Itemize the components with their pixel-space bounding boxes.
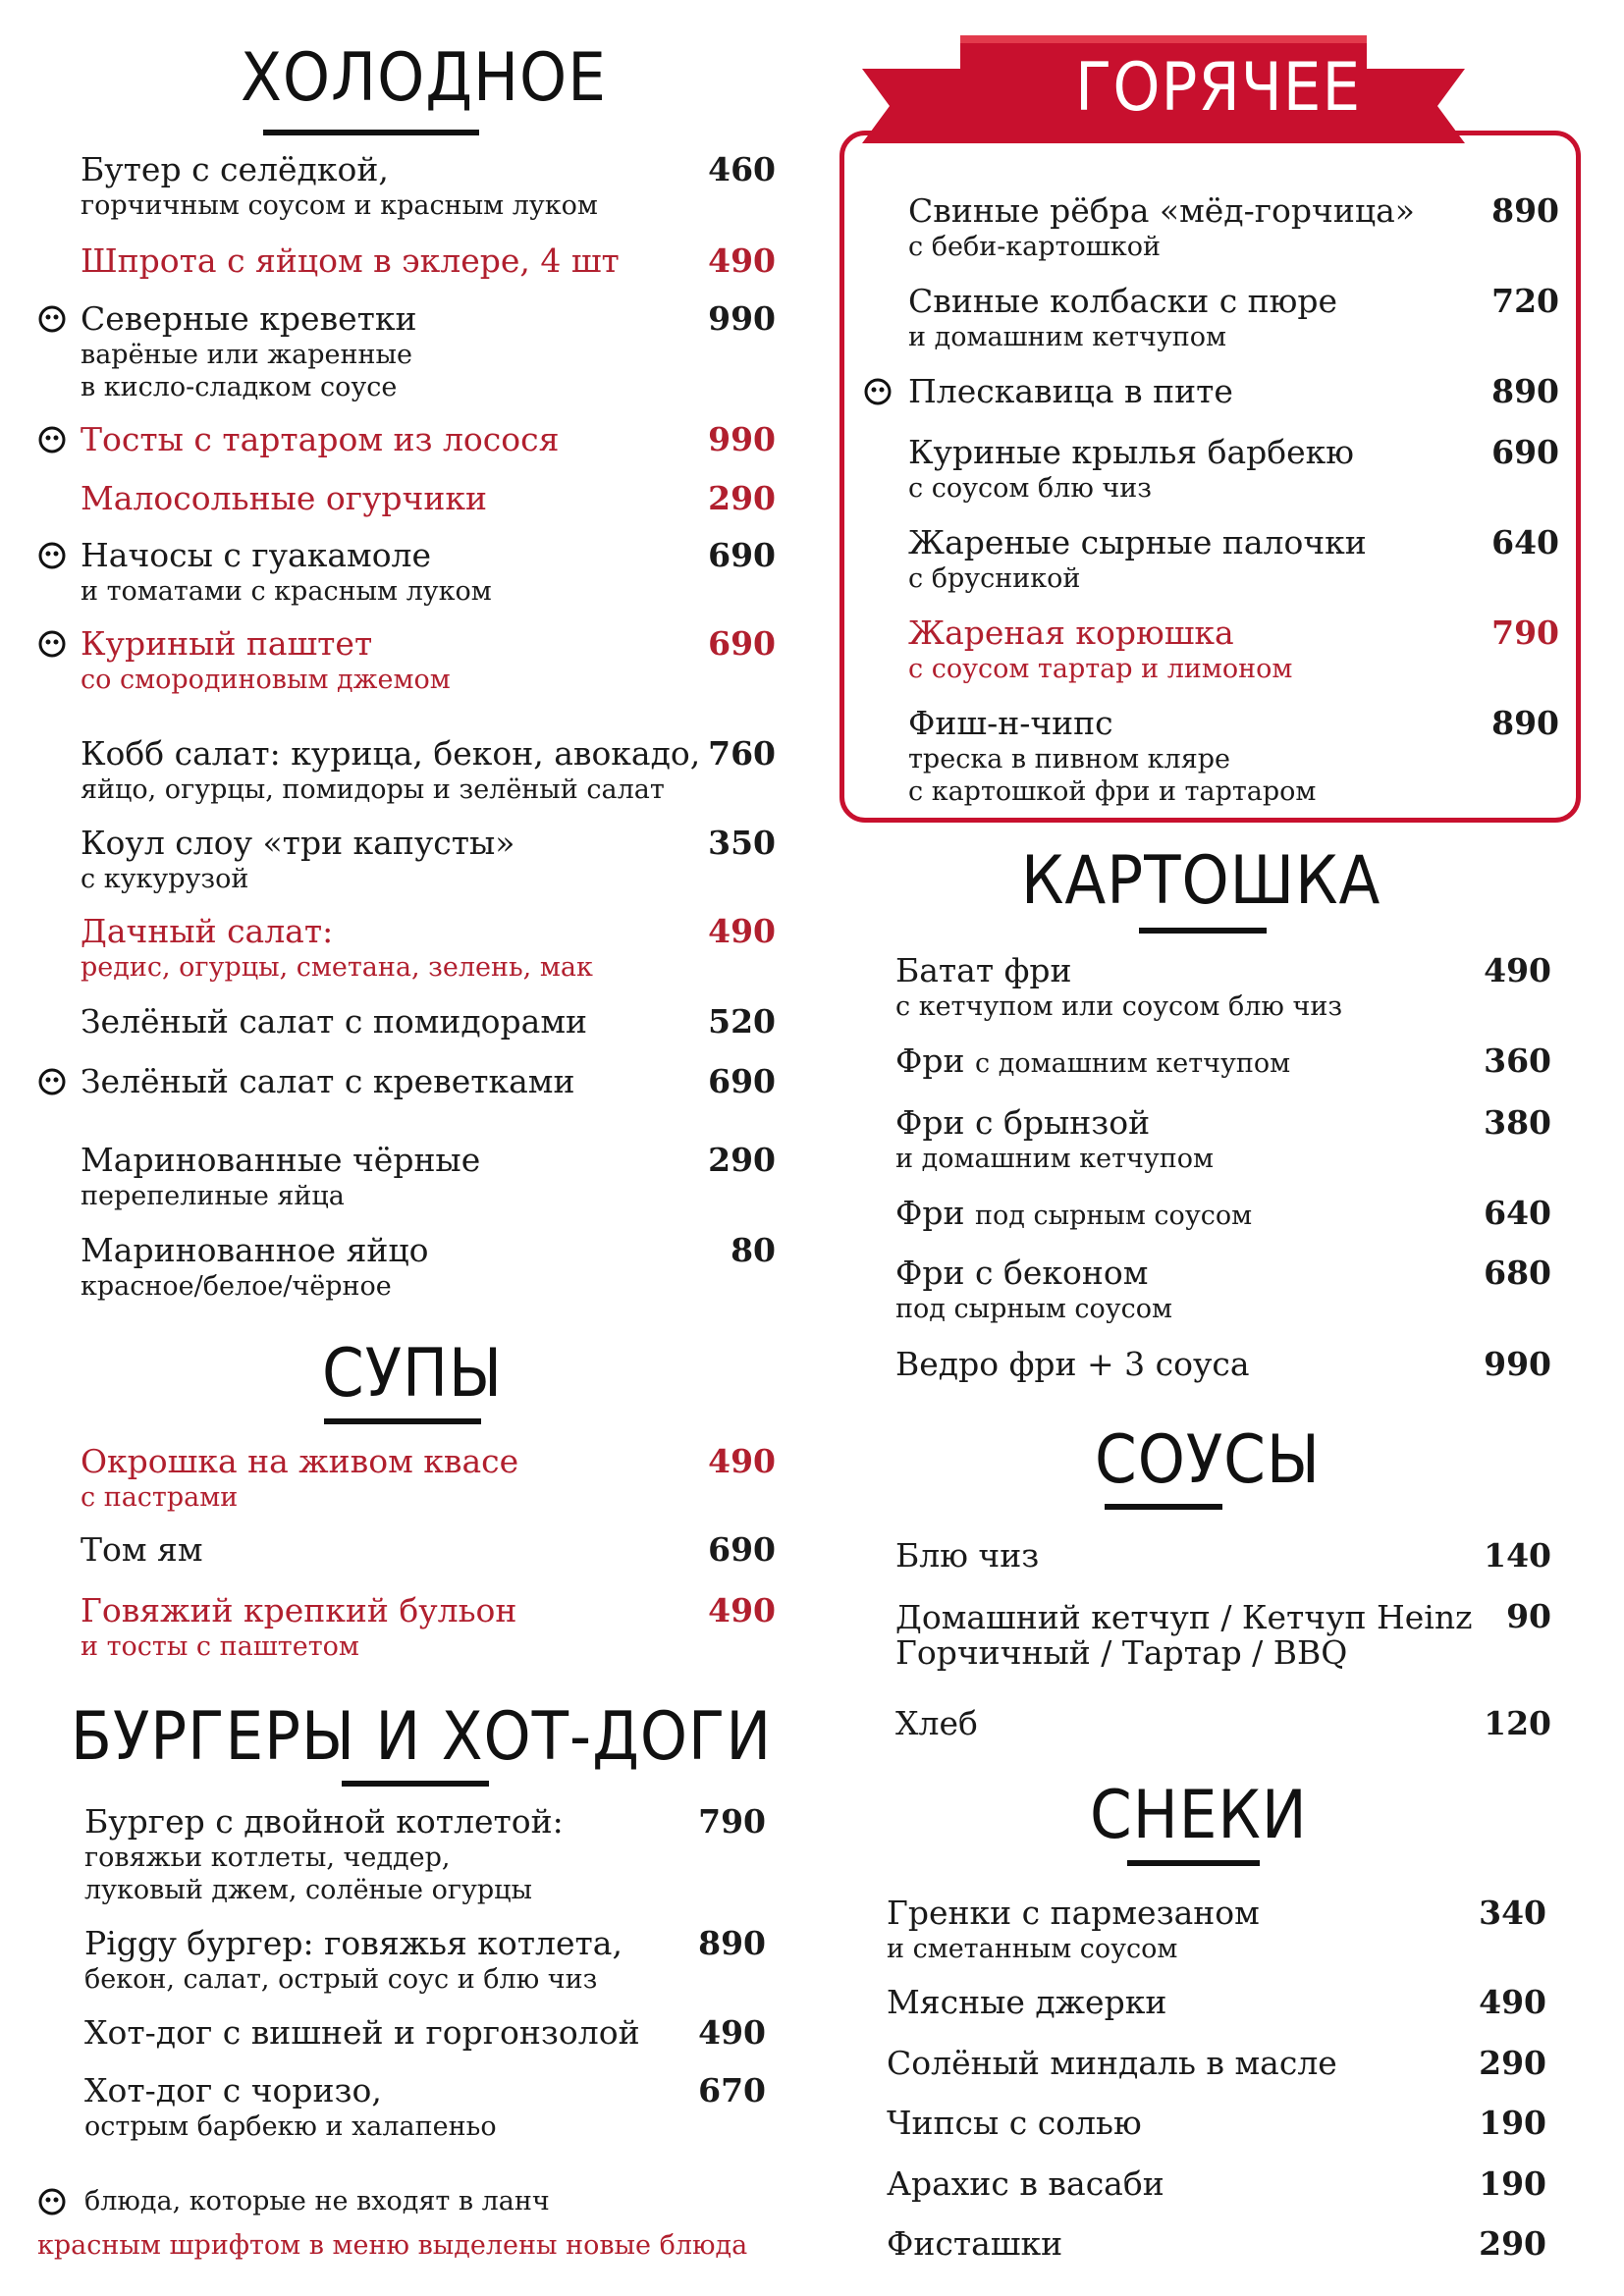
item-price: 790 — [698, 1802, 766, 1841]
item-name-detail: под сырным соусом — [975, 1201, 1253, 1231]
item-desc: острым барбекю и халапеньо — [84, 2111, 497, 2142]
item-name: Начосы с гуакамоле — [81, 536, 432, 574]
item-name: Шпрота с яйцом в эклере, 4 шт — [81, 241, 620, 280]
menu-item — [895, 951, 1342, 1023]
menu-item — [908, 372, 1233, 411]
item-price: 490 — [708, 1442, 776, 1480]
item-price: 80 — [731, 1231, 776, 1269]
menu-item — [908, 523, 1367, 595]
menu-item — [887, 2224, 1062, 2264]
item-name: Фри с брынзой — [895, 1103, 1151, 1142]
item-name — [895, 1041, 1290, 1081]
menu-item — [81, 150, 598, 222]
item-name: Мясные джерки — [887, 1983, 1167, 2021]
item-desc: под сырным соусом — [895, 1294, 1173, 1324]
item-name: Хлеб — [895, 1704, 978, 1742]
item-price: 490 — [698, 2013, 766, 2052]
item-name: Куриные крылья барбекю — [908, 433, 1355, 471]
smiley-icon — [37, 629, 67, 659]
item-name: Кобб салат: курица, бекон, авокадо, — [81, 734, 701, 773]
item-name: Фисташки — [887, 2224, 1063, 2263]
smiley-icon — [863, 377, 893, 406]
smiley-icon — [37, 304, 67, 334]
menu-item — [84, 1802, 564, 1906]
item-name: Дачный салат: — [81, 912, 334, 950]
item-price: 490 — [708, 241, 776, 280]
section-title-soups: СУПЫ — [322, 1335, 504, 1413]
item-price: 190 — [1479, 2104, 1546, 2142]
menu-item — [81, 824, 514, 895]
item-price: 990 — [708, 299, 776, 338]
item-price: 680 — [1484, 1254, 1551, 1292]
item-name: Piggy бургер: говяжья котлета, — [84, 1924, 623, 1962]
item-desc: и домашним кетчупом — [895, 1144, 1215, 1174]
item-price: 290 — [1479, 2224, 1546, 2263]
menu-item — [81, 1591, 516, 1663]
menu-item — [887, 2044, 1337, 2083]
item-price: 670 — [698, 2071, 766, 2109]
item-desc: и тосты с паштетом — [81, 1631, 359, 1662]
menu-item — [895, 1041, 1290, 1081]
item-price: 890 — [1491, 372, 1559, 410]
title-underline — [1105, 1504, 1222, 1510]
item-price: 90 — [1506, 1597, 1551, 1635]
item-name: Тосты с тартаром из лосося — [81, 420, 560, 458]
item-desc: с пастрами — [81, 1482, 239, 1513]
item-desc: говяжьи котлеты, чеддер, — [84, 1842, 451, 1873]
item-name: Жареная корюшка — [908, 614, 1234, 652]
item-name: Ведро фри + 3 соуса — [895, 1345, 1250, 1383]
item-name: Чипсы с солью — [887, 2104, 1142, 2142]
item-price: 690 — [708, 536, 776, 574]
section-title-sauces: СОУСЫ — [1095, 1421, 1321, 1499]
menu-item — [895, 1600, 1472, 1671]
item-name: Жареные сырные палочки — [908, 523, 1367, 561]
item-desc: в кисло-сладком соусе — [81, 372, 398, 402]
menu-item — [81, 1141, 480, 1212]
item-name: Гренки с пармезаном — [887, 1894, 1260, 1932]
legend-text: блюда, которые не входят в ланч — [84, 2186, 550, 2216]
item-desc: красное/белое/чёрное — [81, 1271, 392, 1302]
item-name: Бургер с двойной котлетой: — [84, 1802, 564, 1841]
item-desc: луковый джем, солёные огурцы — [84, 1875, 533, 1905]
item-price: 120 — [1484, 1704, 1551, 1742]
item-price: 350 — [708, 824, 776, 862]
item-name: Говяжий крепкий бульон — [81, 1591, 517, 1629]
item-desc: треска в пивном кляре — [908, 744, 1231, 774]
item-name: Хот-дог с чоризо, — [84, 2071, 382, 2109]
item-price: 190 — [1479, 2164, 1546, 2203]
menu-item — [895, 1254, 1172, 1325]
item-price: 140 — [1484, 1536, 1551, 1575]
menu-item — [81, 536, 492, 608]
item-price: 490 — [708, 912, 776, 950]
item-name: Маринованные чёрные — [81, 1141, 481, 1179]
item-name: Фри с беконом — [895, 1254, 1149, 1292]
item-name: Арахис в васаби — [887, 2164, 1164, 2203]
item-name: Маринованное яйцо — [81, 1231, 429, 1269]
item-price: 720 — [1491, 282, 1559, 320]
item-name: Плескавица в пите — [908, 372, 1233, 410]
new-dishes-note: красным шрифтом в меню выделены новые блюда — [37, 2230, 748, 2261]
item-name — [895, 1194, 1252, 1233]
item-desc: бекон, салат, острый соус и блю чиз — [84, 1964, 598, 1995]
item-desc: с кетчупом или соусом блю чиз — [895, 991, 1343, 1022]
menu-item — [84, 2013, 640, 2053]
menu-item — [887, 2104, 1142, 2143]
item-name: Зелёный салат с креветками — [81, 1062, 575, 1100]
item-name: Домашний кетчуп / Кетчуп Heinz — [895, 1598, 1473, 1636]
menu-item — [81, 1231, 428, 1303]
menu-item — [81, 420, 559, 459]
menu-item — [81, 479, 487, 518]
smiley-icon — [37, 541, 67, 570]
item-desc: варёные или жаренные — [81, 340, 412, 370]
item-name: Малосольные огурчики — [81, 479, 487, 517]
item-price: 890 — [1491, 191, 1559, 230]
item-price: 640 — [1484, 1194, 1551, 1232]
section-title-hot: ГОРЯЧЕЕ — [1075, 49, 1362, 127]
item-name: Горчичный / Тартар / BBQ — [895, 1633, 1348, 1672]
item-desc: и домашним кетчупом — [908, 322, 1227, 352]
item-desc: с соусом блю чиз — [908, 473, 1152, 504]
menu-item — [887, 1983, 1166, 2022]
menu-item — [81, 1062, 574, 1101]
menu-item — [81, 912, 593, 984]
menu-item — [81, 1530, 203, 1570]
item-name: Северные креветки — [81, 299, 417, 338]
item-price: 690 — [708, 1062, 776, 1100]
item-desc: перепелиные яйца — [81, 1181, 345, 1211]
menu-item — [81, 299, 417, 403]
item-price: 520 — [708, 1002, 776, 1041]
menu-item — [895, 1704, 978, 1743]
item-name: Хот-дог с вишней и горгонзолой — [84, 2013, 640, 2052]
section-title-potato: КАРТОШКА — [1021, 842, 1381, 920]
item-desc: с кукурузой — [81, 864, 249, 894]
item-price: 290 — [708, 1141, 776, 1179]
menu-item — [908, 433, 1354, 505]
menu-item — [908, 191, 1415, 263]
item-price: 790 — [1491, 614, 1559, 652]
item-desc: горчичным соусом и красным луком — [81, 190, 598, 221]
item-name: Блю чиз — [895, 1536, 1040, 1575]
item-desc: со смородиновым джемом — [81, 665, 451, 695]
item-price: 490 — [708, 1591, 776, 1629]
item-price: 490 — [1484, 951, 1551, 989]
item-desc: и сметанным соусом — [887, 1934, 1178, 1964]
section-title-snacks: СНЕКИ — [1090, 1777, 1308, 1854]
menu-item — [81, 1002, 587, 1041]
menu-item — [81, 734, 700, 806]
item-name: Свиные рёбра «мёд-горчица» — [908, 191, 1415, 230]
menu-item — [908, 282, 1337, 353]
item-name-detail: с домашним кетчупом — [975, 1048, 1291, 1079]
item-desc: с брусникой — [908, 563, 1081, 594]
smiley-icon — [37, 425, 67, 454]
item-name: Солёный миндаль в масле — [887, 2044, 1337, 2082]
menu-item — [895, 1103, 1214, 1175]
item-name: Куриный паштет — [81, 624, 373, 663]
menu-item — [81, 624, 451, 696]
item-price: 690 — [708, 624, 776, 663]
item-name: Фиш-н-чипс — [908, 704, 1113, 742]
menu-item — [887, 2164, 1164, 2204]
item-name: Коул слоу «три капусты» — [81, 824, 515, 862]
item-name: Свиные колбаски с пюре — [908, 282, 1338, 320]
smiley-icon — [37, 2187, 67, 2216]
item-price: 290 — [708, 479, 776, 517]
item-name: Том ям — [81, 1530, 203, 1569]
item-desc: яйцо, огурцы, помидоры и зелёный салат — [81, 774, 665, 805]
item-desc: с картошкой фри и тартаром — [908, 776, 1317, 807]
item-price: 460 — [708, 150, 776, 188]
menu-item — [895, 1194, 1252, 1233]
title-underline — [263, 130, 479, 135]
title-underline — [1139, 928, 1267, 934]
section-title-burgers: БУРГЕРЫ И ХОТ-ДОГИ — [71, 1698, 773, 1776]
menu-item — [81, 1442, 518, 1514]
item-price: 690 — [1491, 433, 1559, 471]
item-price: 760 — [708, 734, 776, 773]
smiley-icon — [37, 1067, 67, 1096]
item-name-main: Фри — [895, 1041, 965, 1080]
item-name-main: Фри — [895, 1194, 965, 1232]
menu-item — [908, 614, 1292, 685]
title-underline — [324, 1418, 481, 1424]
item-price: 360 — [1484, 1041, 1551, 1080]
title-underline — [342, 1781, 489, 1787]
item-price: 290 — [1479, 2044, 1546, 2082]
item-name: Бутер с селёдкой, — [81, 150, 389, 188]
title-underline — [1127, 1860, 1260, 1866]
item-name: Окрошка на живом квасе — [81, 1442, 519, 1480]
menu-item — [887, 1894, 1260, 1965]
menu-item — [895, 1345, 1250, 1384]
item-price: 640 — [1491, 523, 1559, 561]
item-price: 380 — [1484, 1103, 1551, 1142]
item-desc: редис, огурцы, сметана, зелень, мак — [81, 952, 593, 983]
item-name: Батат фри — [895, 951, 1072, 989]
menu-item — [81, 241, 620, 281]
item-name: Зелёный салат с помидорами — [81, 1002, 588, 1041]
item-price: 340 — [1479, 1894, 1546, 1932]
item-price: 990 — [1484, 1345, 1551, 1383]
item-price: 690 — [708, 1530, 776, 1569]
item-desc: и томатами с красным луком — [81, 576, 492, 607]
menu-item — [895, 1536, 1039, 1575]
item-desc: с беби-картошкой — [908, 232, 1161, 262]
item-desc: с соусом тартар и лимоном — [908, 654, 1293, 684]
item-price: 490 — [1479, 1983, 1546, 2021]
section-title-cold: ХОЛОДНОЕ — [241, 39, 607, 117]
menu-item — [84, 2071, 497, 2143]
menu-item — [84, 1924, 623, 1996]
item-price: 890 — [1491, 704, 1559, 742]
menu-item — [908, 704, 1316, 808]
item-price: 890 — [698, 1924, 766, 1962]
item-price: 990 — [708, 420, 776, 458]
